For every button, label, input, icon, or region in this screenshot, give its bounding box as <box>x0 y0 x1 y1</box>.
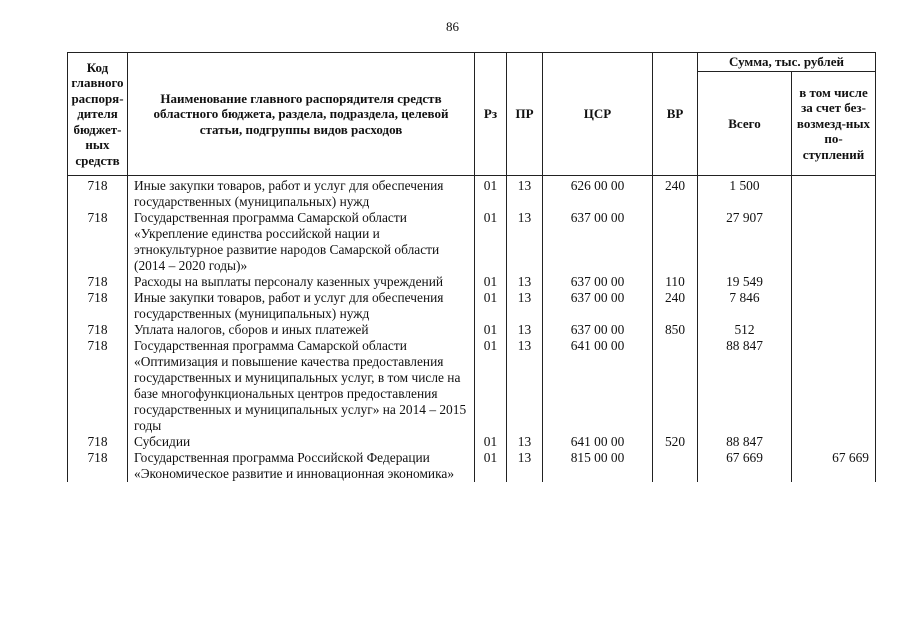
table-row <box>68 274 876 290</box>
cell-code: 718 <box>68 274 128 290</box>
cell-vr: 240 <box>653 176 698 211</box>
cell-code: 718 <box>68 176 128 211</box>
cell-csr: 815 00 00 <box>543 450 653 482</box>
header-pr: ПР <box>507 53 543 176</box>
cell-vr: 240 <box>653 290 698 322</box>
cell-rz: 01 <box>475 338 507 434</box>
header-vr: ВР <box>653 53 698 176</box>
cell-rz: 01 <box>475 210 507 274</box>
cell-vr: 850 <box>653 322 698 338</box>
cell-pr: 13 <box>507 176 543 211</box>
table-row <box>68 176 876 211</box>
cell-rz: 01 <box>475 322 507 338</box>
header-rz: Рз <box>475 53 507 176</box>
cell-free <box>792 274 876 290</box>
header-name: Наименование главного распорядителя средств областного бюджета, раздела, подраздела, целевой статьи, подгруппы видов расходов <box>128 53 475 176</box>
cell-pr: 13 <box>507 210 543 274</box>
cell-total: 1 500 <box>698 176 792 211</box>
cell-code: 718 <box>68 290 128 322</box>
header-csr: ЦСР <box>543 53 653 176</box>
table-row <box>68 434 876 450</box>
cell-vr <box>653 450 698 482</box>
cell-total: 27 907 <box>698 210 792 274</box>
cell-free <box>792 210 876 274</box>
cell-name: Государственная программа Самарской области «Оптимизация и повышение качества предоставления государственных и муниципальных услуг, в том числе на базе многофункциональных центров предоставления государственных и муниципальных услуг» на 2014 – 2015 годы <box>128 338 475 434</box>
cell-pr: 13 <box>507 434 543 450</box>
cell-total: 88 847 <box>698 434 792 450</box>
header-free: в том числе за счет без-возмезд-ных по-ступлений <box>792 71 876 176</box>
cell-free: 67 669 <box>792 450 876 482</box>
cell-total: 67 669 <box>698 450 792 482</box>
cell-vr <box>653 338 698 434</box>
cell-name: Расходы на выплаты персоналу казенных учреждений <box>128 274 475 290</box>
cell-free <box>792 176 876 211</box>
cell-csr: 637 00 00 <box>543 274 653 290</box>
cell-name: Субсидии <box>128 434 475 450</box>
cell-free <box>792 322 876 338</box>
cell-free <box>792 434 876 450</box>
cell-free <box>792 290 876 322</box>
cell-csr: 637 00 00 <box>543 322 653 338</box>
cell-csr: 637 00 00 <box>543 290 653 322</box>
table-row <box>68 210 876 274</box>
cell-total: 7 846 <box>698 290 792 322</box>
table-row <box>68 322 876 338</box>
cell-csr: 641 00 00 <box>543 338 653 434</box>
header-sum-group: Сумма, тыс. рублей <box>698 53 876 72</box>
table-row <box>68 338 876 434</box>
cell-csr: 641 00 00 <box>543 434 653 450</box>
cell-vr: 520 <box>653 434 698 450</box>
cell-name: Государственная программа Самарской области «Укрепление единства российской нации и этнокультурное развитие народов Самарской области (2014 – 2020 годы)» <box>128 210 475 274</box>
cell-rz: 01 <box>475 434 507 450</box>
cell-rz: 01 <box>475 290 507 322</box>
cell-vr: 110 <box>653 274 698 290</box>
cell-code: 718 <box>68 322 128 338</box>
table-header <box>68 53 876 176</box>
cell-rz: 01 <box>475 176 507 211</box>
table-row <box>68 450 876 482</box>
table-body <box>68 176 876 483</box>
budget-table <box>67 52 876 482</box>
cell-csr: 626 00 00 <box>543 176 653 211</box>
cell-code: 718 <box>68 434 128 450</box>
cell-vr <box>653 210 698 274</box>
cell-name: Иные закупки товаров, работ и услуг для обеспечения государственных (муниципальных) нужд <box>128 176 475 211</box>
cell-code: 718 <box>68 338 128 434</box>
cell-pr: 13 <box>507 322 543 338</box>
cell-total: 88 847 <box>698 338 792 434</box>
cell-pr: 13 <box>507 274 543 290</box>
table-row <box>68 290 876 322</box>
cell-csr: 637 00 00 <box>543 210 653 274</box>
header-code: Код главного распоря-дителя бюджет-ных средств <box>68 53 128 176</box>
cell-name: Государственная программа Российской Федерации «Экономическое развитие и инновационная экономика» <box>128 450 475 482</box>
header-total: Всего <box>698 71 792 176</box>
cell-pr: 13 <box>507 290 543 322</box>
cell-total: 19 549 <box>698 274 792 290</box>
cell-name: Уплата налогов, сборов и иных платежей <box>128 322 475 338</box>
cell-total: 512 <box>698 322 792 338</box>
cell-rz: 01 <box>475 274 507 290</box>
page-number: 86 <box>446 19 459 34</box>
cell-code: 718 <box>68 210 128 274</box>
cell-rz: 01 <box>475 450 507 482</box>
cell-name: Иные закупки товаров, работ и услуг для обеспечения государственных (муниципальных) нужд <box>128 290 475 322</box>
cell-pr: 13 <box>507 450 543 482</box>
cell-free <box>792 338 876 434</box>
cell-pr: 13 <box>507 338 543 434</box>
cell-code: 718 <box>68 450 128 482</box>
